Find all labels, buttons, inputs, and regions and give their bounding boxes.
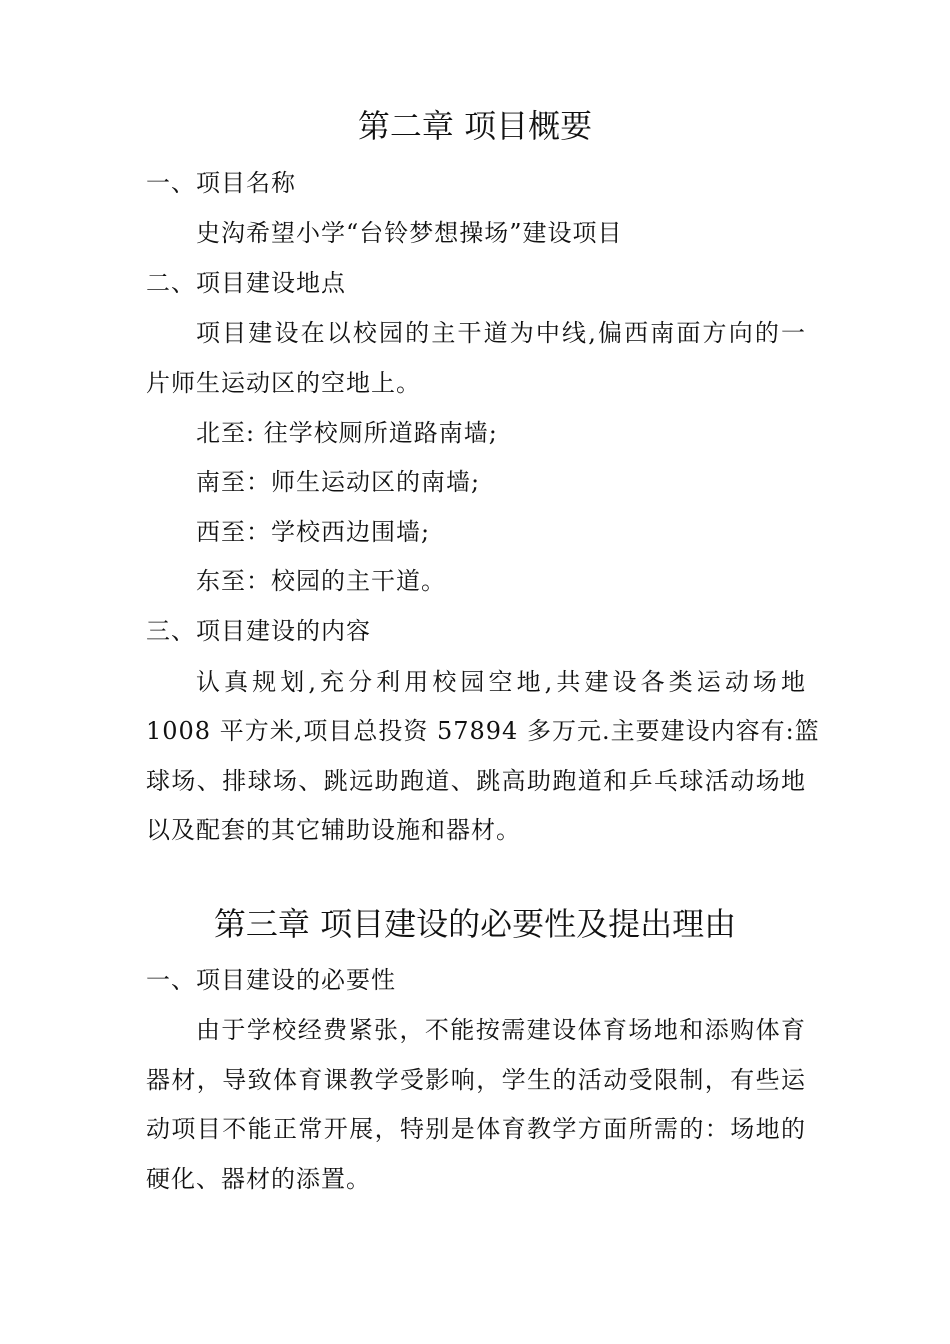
content-paragraph-line-2: 1008 平方米,项目总投资 57894 多万元.主要建设内容有:篮: [146, 717, 820, 745]
project-name-text: 史沟希望小学“台铃梦想操场”建设项目: [196, 219, 623, 247]
boundary-north: 北至: 往学校厕所道路南墙;: [196, 419, 498, 447]
chapter-2-title: 第二章 项目概要: [357, 107, 593, 145]
necessity-paragraph-line-2: 器材，导致体育课教学受影响，学生的活动受限制，有些运: [146, 1066, 806, 1094]
section-2-heading: 二、项目建设地点: [146, 269, 346, 297]
boundary-west: 西至：学校西边围墙;: [196, 518, 431, 546]
content-paragraph-line-3: 球场、排球场、跳远助跑道、跳高助跑道和乒乓球活动场地: [146, 767, 806, 795]
boundary-east: 东至：校园的主干道。: [196, 567, 446, 595]
content-paragraph-line-1: 认真规划,充分利用校园空地,共建设各类运动场地: [196, 668, 806, 696]
necessity-paragraph-line-1: 由于学校经费紧张，不能按需建设体育场地和添购体育: [196, 1016, 806, 1044]
necessity-paragraph-line-4: 硬化、器材的添置。: [146, 1165, 371, 1193]
section-3-heading: 三、项目建设的内容: [146, 617, 371, 645]
necessity-heading: 一、项目建设的必要性: [146, 966, 396, 994]
content-paragraph-line-4: 以及配套的其它辅助设施和器材。: [146, 816, 521, 844]
necessity-paragraph-line-3: 动项目不能正常开展，特别是体育教学方面所需的：场地的: [146, 1115, 806, 1143]
location-paragraph-line-1: 项目建设在以校园的主干道为中线,偏西南面方向的一: [196, 319, 806, 347]
chapter-3-title: 第三章 项目建设的必要性及提出理由: [213, 905, 737, 943]
boundary-south: 南至：师生运动区的南墙;: [196, 468, 481, 496]
section-1-heading: 一、项目名称: [146, 169, 296, 197]
location-paragraph-line-2: 片师生运动区的空地上。: [146, 369, 421, 397]
